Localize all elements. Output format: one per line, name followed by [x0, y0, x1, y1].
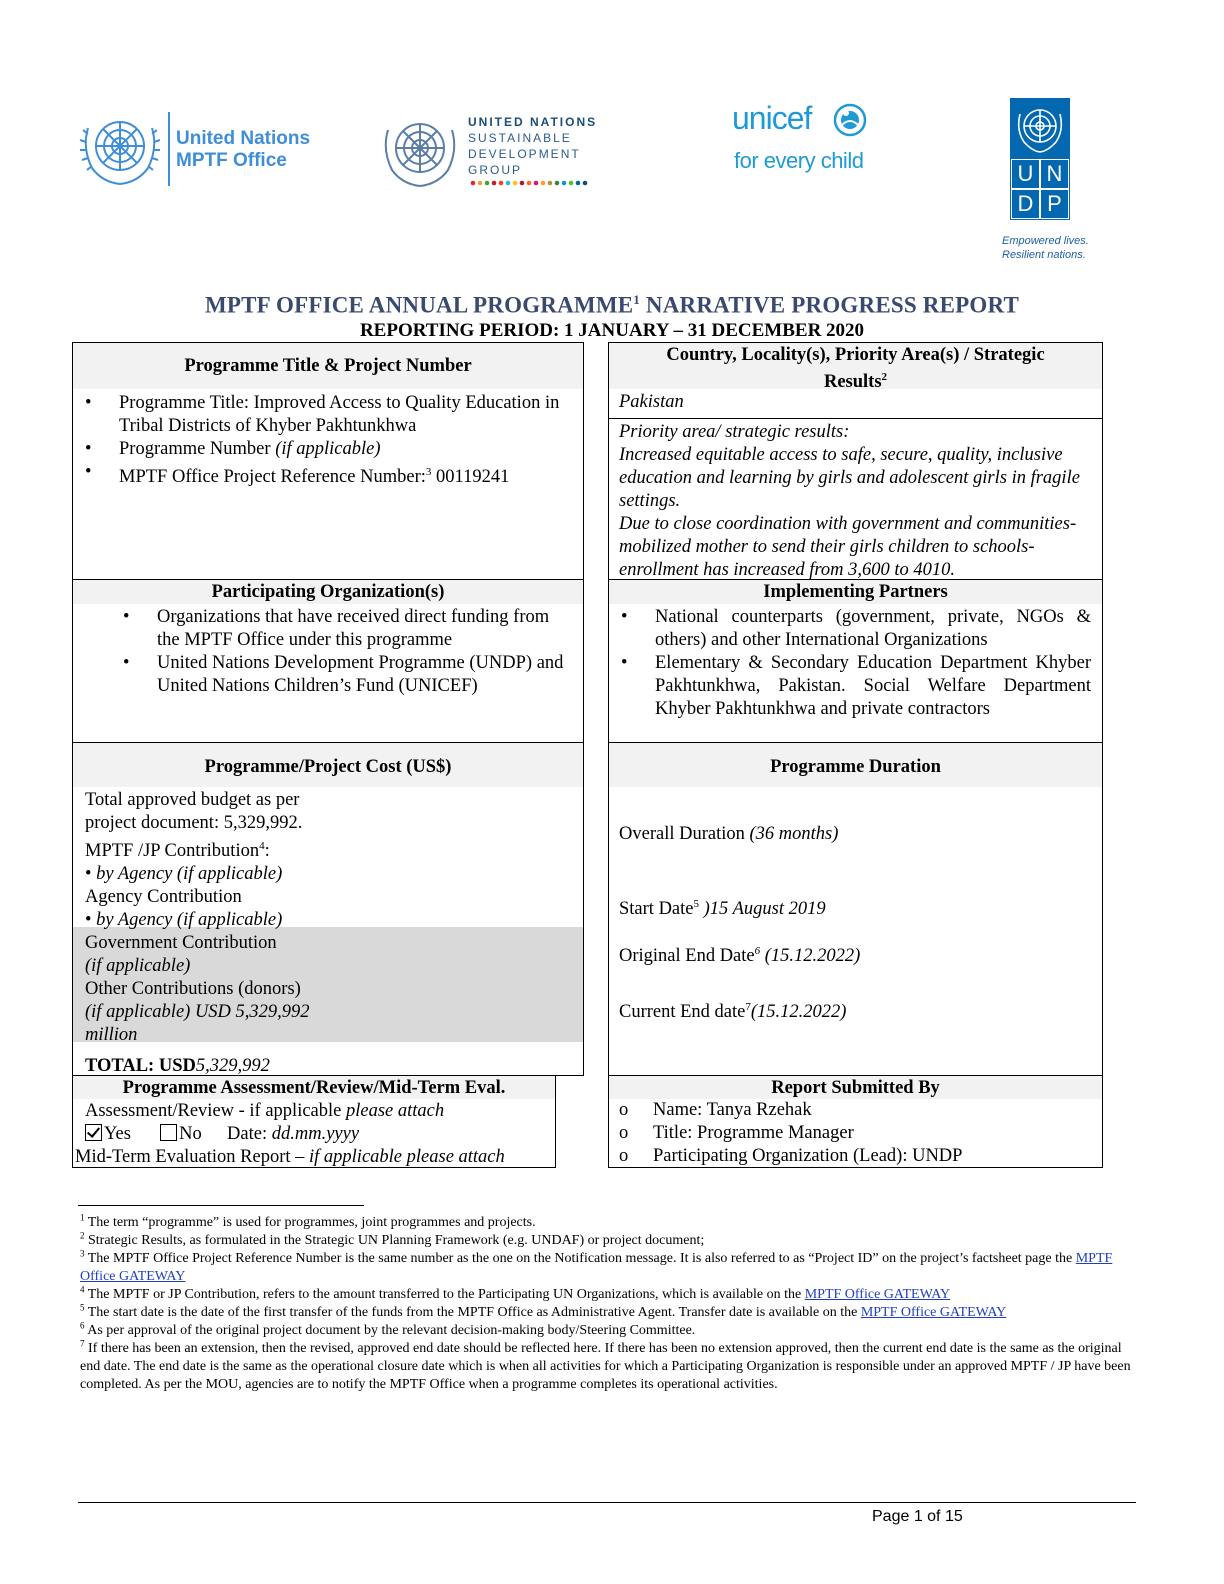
divider	[609, 418, 1102, 419]
cost-lines	[85, 789, 575, 1078]
please-attach-note: if applicable please attach	[309, 1147, 505, 1167]
programme-number-note: (if applicable)	[275, 439, 381, 459]
cost-line-9: Other Contributions (donors)	[85, 979, 301, 1000]
assessment-section	[72, 1075, 556, 1168]
cost-line-2: project document: 5,329,992.	[85, 813, 303, 833]
enrollment-note: Due to close coordination with government and communities- mobilized mother to send their girls children to schools- enrollment has increased from 3,600 to 4010.	[619, 514, 1077, 580]
footnote-1: $^1$ The term “programme” is used for programmes, joint programmes and projects.	[80, 1212, 536, 1230]
programme-title-header: Programme Title & Project Number	[73, 343, 583, 389]
yes-checkbox[interactable]	[85, 1124, 102, 1141]
participating-org-header: Participating Organization(s)	[73, 580, 583, 604]
assessment-review-label: Assessment/Review - if applicable	[85, 1101, 346, 1121]
footnote-text: As per approval of the original project document by the relevant decision-making body/Steering Committee.	[87, 1323, 696, 1338]
un-emblem-icon	[378, 110, 462, 190]
start-date-label: Start Date	[619, 899, 694, 920]
programme-cost-section	[72, 742, 584, 1076]
by-agency-text: by Agency (if applicable)	[96, 910, 283, 931]
country-section	[608, 342, 1103, 580]
cost-line-6: • by Agency (if applicable)	[85, 910, 283, 931]
programme-title-item: • Programme Title: Improved Access to Quality Education in Tribal Districts of Khyber Pakhtunkhwa	[73, 392, 579, 438]
no-label: No	[179, 1124, 202, 1144]
footnote-text: The term “programme” is used for programmes, joint programmes and projects.	[87, 1215, 536, 1230]
footnote-ref-3: 3	[425, 466, 432, 478]
date-label: Date:	[227, 1124, 272, 1144]
cost-line-7: Government Contribution	[85, 933, 277, 954]
cost-line-8: (if applicable)	[85, 956, 191, 977]
assessment-lines	[75, 1100, 555, 1169]
unsdg-logo	[378, 110, 608, 190]
submitter-name: o Name: Tanya Rzehak	[609, 1099, 1099, 1122]
participating-org-list	[111, 606, 571, 698]
sdg-color-dots	[470, 180, 600, 186]
page-number: Page 1 of 15	[872, 1508, 963, 1525]
footnote-6: $^6$ As per approval of the original project document by the relevant decision-making body/Steering Committee.	[80, 1320, 696, 1338]
submitter-title: o Title: Programme Manager	[609, 1122, 1099, 1145]
footnote-text: The MPTF Office Project Reference Number is the same number as the one on the Notification message. It is also referred to as “Project ID” on the project’s factsheet page the	[87, 1251, 1076, 1266]
footnote-ref-7: 7	[745, 1001, 751, 1013]
submitter-organization: o Participating Organization (Lead): UNDP	[609, 1145, 1099, 1168]
date-value: dd.mm.yyyy	[271, 1124, 360, 1144]
yes-label: Yes	[104, 1124, 131, 1144]
footnote-text: The start date is the date of the first transfer of the funds from the MPTF Office as Administrative Agent. Transfer date is available on the	[87, 1305, 861, 1320]
implementing-partner-item: • Elementary & Secondary Education Department Khyber Pakhtunkhwa, Pakistan. Social Welfare Department Khyber Pakhtunkhwa and private contractors	[609, 652, 1091, 721]
title-part-a: MPTF OFFICE ANNUAL PROGRAMME	[204, 292, 634, 318]
assessment-review-line	[85, 1100, 555, 1123]
undp-tagline-1: Empowered lives.	[1002, 235, 1089, 247]
priority-area-label: Priority area/ strategic results:	[619, 422, 850, 442]
undp-letter-u: U	[1012, 160, 1039, 188]
footnote-ref-6: 6	[754, 945, 761, 957]
by-agency-text: by Agency (if applicable)	[96, 864, 283, 885]
unicef-tagline: for every child	[734, 148, 864, 173]
footnote-text: If there has been an extension, then the revised, approved end date should be reflected here. If there has been no extension approved, then the current end date is the same as the original end date. The end date is the same as the operational closure date which is when all activities for which a Participating Organization is responsible under an approved MPTF / JP have been completed. As per the MOU, agencies are to notify the MPTF Office when a programme completes its operational activities.	[80, 1341, 1131, 1392]
current-end-date-label: Current End date	[619, 1002, 746, 1023]
priority-area-text: Increased equitable access to safe, secure, quality, inclusive education and learning by girls and adolescent girls in fragile settings.	[619, 445, 1080, 511]
original-end-date-label: Original End Date	[619, 946, 755, 967]
cost-line-11: million	[85, 1025, 138, 1046]
start-date	[619, 893, 826, 921]
un-emblem-icon	[1010, 98, 1070, 158]
submitter-list	[609, 1099, 1099, 1168]
cost-line-10: (if applicable) USD 5,329,992	[85, 1002, 310, 1023]
country-value: Pakistan	[619, 392, 684, 412]
project-reference-item	[73, 461, 579, 489]
overall-duration-value: (36 months)	[749, 824, 839, 844]
un-mptf-logo	[78, 108, 328, 188]
cost-line-5: Agency Contribution	[85, 887, 242, 908]
overall-duration	[619, 823, 838, 846]
footnote-5: $^5$ The start date is the date of the first transfer of the funds from the MPTF Office as Administrative Agent. Transfer date is available on the MPTF Office GATEWAY	[80, 1302, 1007, 1320]
footnote-4: $^4$ The MPTF or JP Contribution, refers to the amount transferred to the Participating UN Organizations, which is available on the MPTF Office GATEWAY	[80, 1284, 951, 1302]
midterm-evaluation-label: Mid-Term Evaluation Report –	[75, 1147, 310, 1167]
programme-duration-section	[608, 742, 1103, 1076]
assessment-choice-line	[85, 1123, 555, 1146]
undp-logo	[996, 98, 1096, 263]
unsdg-line1: UNITED NATIONS	[468, 115, 598, 129]
project-reference-label: MPTF Office Project Reference Number:	[119, 467, 426, 488]
undp-letter-n: N	[1041, 160, 1068, 188]
original-end-date	[619, 940, 860, 968]
mptf-contribution-label: MPTF /JP Contribution	[85, 841, 260, 862]
un-logo-line1: United Nations	[176, 128, 311, 149]
undp-letter-d: D	[1012, 190, 1039, 218]
programme-title-section	[72, 342, 584, 580]
participating-org-item: • United Nations Development Programme (UNDP) and United Nations Children’s Fund (UNICEF)	[111, 652, 571, 698]
footnote-ref-4: 4	[259, 840, 265, 852]
programme-number-item	[73, 438, 579, 461]
footnote-ref-2: 2	[881, 371, 888, 383]
cost-line-1: Total approved budget as per	[85, 790, 300, 810]
priority-area-block	[619, 421, 1093, 582]
colon: :	[264, 841, 270, 862]
footnote-text: Strategic Results, as formulated in the Strategic UN Planning Framework (e.g. UNDAF) or project document;	[88, 1233, 705, 1248]
undp-letter-p: P	[1041, 190, 1068, 218]
implementing-partners-section	[608, 579, 1103, 743]
country-header	[609, 343, 1102, 393]
undp-tagline-2: Resilient nations.	[1002, 249, 1086, 261]
programme-cost-header: Programme/Project Cost (US$)	[73, 743, 583, 787]
cost-line-3	[85, 835, 575, 863]
unicef-wordmark: unicef	[732, 100, 812, 136]
programme-duration-header: Programme Duration	[609, 743, 1102, 787]
implementing-partners-header: Implementing Partners	[609, 580, 1102, 604]
footnote-ref-5: 5	[693, 898, 699, 910]
unsdg-line2: SUSTAINABLE	[468, 131, 572, 145]
unsdg-line3: DEVELOPMENT	[468, 147, 581, 161]
mptf-gateway-link[interactable]: MPTF Office GATEWAY	[860, 1305, 1007, 1320]
footnote-7: $^7$ If there has been an extension, then the revised, approved end date should be reflected here. If there has been no extension approved, then the current end date is the same as the original end date. The end date is the same as the operational closure date which is when all activities for which a Participating Organization is responsible under an approved MPTF / JP have been completed. As per the MOU, agencies are to notify the MPTF Office when a programme completes its operational activities.	[80, 1338, 1131, 1392]
midterm-evaluation-line	[75, 1146, 555, 1169]
total-label: TOTAL: USD	[85, 1056, 196, 1077]
participating-org-section	[72, 579, 584, 743]
unicef-emblem-icon	[832, 102, 868, 138]
assessment-header: Programme Assessment/Review/Mid-Term Eval.	[73, 1076, 555, 1099]
un-logo-line2: MPTF Office	[176, 150, 287, 171]
reporting-period: REPORTING PERIOD: 1 JANUARY – 31 DECEMBER 2020	[359, 320, 865, 341]
no-checkbox[interactable]	[160, 1124, 177, 1141]
country-header-text: Country, Locality(s), Priority Area(s) / Strategic Results	[666, 345, 1045, 393]
page-footer-rule	[78, 1502, 1136, 1503]
report-submitted-header: Report Submitted By	[609, 1076, 1102, 1099]
un-emblem-icon	[78, 108, 162, 188]
unsdg-line4: GROUP	[468, 163, 523, 177]
unicef-logo	[732, 100, 882, 180]
report-title	[0, 292, 1224, 319]
footnote-ref-1: 1	[633, 292, 640, 307]
implementing-partner-item: • National counterparts (government, private, NGOs & others) and other International Organizations	[609, 606, 1091, 652]
report-submitted-section	[608, 1075, 1103, 1168]
cost-line-4: • by Agency (if applicable)	[85, 864, 283, 885]
total-value: 5,329,992	[195, 1056, 270, 1077]
start-date-value: )15 August 2019	[699, 899, 826, 920]
footnotes	[80, 1214, 1140, 1394]
implementing-partners-list	[609, 606, 1091, 721]
current-end-date-value: (15.12.2022)	[750, 1002, 847, 1023]
please-attach-note: please attach	[346, 1101, 445, 1121]
programme-number-label: Programme Number	[119, 439, 276, 459]
current-end-date	[619, 996, 846, 1024]
original-end-date-value: (15.12.2022)	[760, 946, 861, 967]
footnote-text: The MPTF or JP Contribution, refers to the amount transferred to the Participating UN Organizations, which is available on the	[87, 1287, 805, 1302]
mptf-gateway-link[interactable]: MPTF Office GATEWAY	[804, 1287, 951, 1302]
title-part-b: NARRATIVE PROGRESS REPORT	[639, 292, 1020, 318]
overall-duration-label: Overall Duration	[619, 824, 750, 844]
footnote-2: $^2$ Strategic Results, as formulated in the Strategic UN Planning Framework (e.g. UNDAF) or project document;	[80, 1230, 705, 1248]
participating-org-item: • Organizations that have received direct funding from the MPTF Office under this programme	[111, 606, 571, 652]
programme-title-list	[73, 392, 579, 489]
logo-divider	[168, 112, 170, 186]
footnote-separator	[78, 1205, 364, 1206]
mptf-gateway-link[interactable]: MPTF Office GATEWAY	[80, 1251, 1113, 1284]
project-reference-value: 00119241	[431, 467, 510, 488]
footnote-3: $^3$ The MPTF Office Project Reference Number is the same number as the one on the Notification message. It is also referred to as “Project ID” on the project’s factsheet page the MPTF Office GATEWAY	[80, 1248, 1113, 1284]
